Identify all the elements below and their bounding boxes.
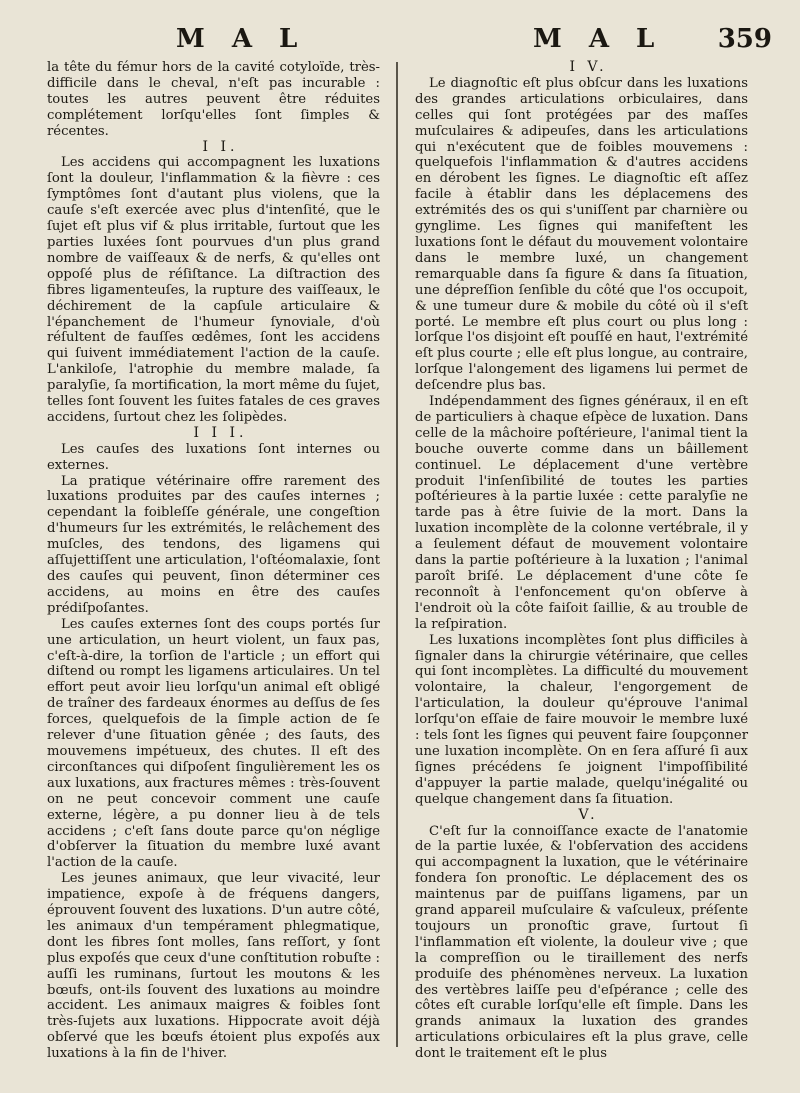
continued-paragraph: la tête du fémur hors de la cavité cotyloïde, très-difficile dans le cheval, n'eſt pas incurable : toutes les autres peuvent être réduites complétement lorſqu'elles ſont ſimples & récentes. xyxy=(47,60,380,139)
section-numeral-2: I I. xyxy=(202,138,239,155)
section-numeral-5: V. xyxy=(578,806,599,823)
paragraph: Indépendamment des ſignes généraux, il en eſt de particuliers à chaque eſpèce de luxation. Dans celle de la mâchoire poſtérieure, l'animal tient la bouche ouverte comme dans un bâillement continuel. Le déplacement d'une vertèbre produit l'inſenſibilité de toutes les parties poſtérieures à la partie luxée : cette paralyſie ne tarde pas à être ſuivie de la mort. Dans la luxation incomplète de la colonne vertébrale, il y a ſeulement défaut de mouvement volontaire dans la partie poſtérieure à la luxation ; l'animal paroît briſé. Le déplacement d'une côte ſe reconnoît à l'enfoncement qu'on obſerve à l'endroit où la côte faiſoit ſaillie, & au trouble de la reſpiration. xyxy=(415,394,748,632)
section-numeral-4: I V. xyxy=(569,59,608,75)
paragraph: Les cauſes des luxations ſont internes ou externes. xyxy=(47,441,380,473)
right-running-head: M A L xyxy=(533,24,664,54)
paragraph: Les cauſes externes ſont des coups portés ſur une articulation, un heurt violent, un faux pas, c'eſt-à-dire, la torſion de l'article ; un effort qui diſtend ou rompt les ligamens articulaires. Un tel effort peut avoir lieu lorſqu'un animal eſt obligé de traîner des fardeaux énormes au deſſus de ſes forces, quelquefois de la ſimple action de ſe relever d'une ſituation gênée ; des ſauts, des mouvemens impétueux, des chutes. Il eſt des circonſtances qui diſpoſent ſingulièrement les os aux luxations, aux fractures mêmes : très-ſouvent on ne peut concevoir comment une cauſe externe, légère, a pu donner lieu à de tels accidens ; c'eſt ſans doute parce qu'on néglige d'obſerver la ſituation du membre luxé avant l'action de la cauſe. xyxy=(47,616,380,871)
left-column xyxy=(47,60,380,1062)
page-number: 359 xyxy=(717,24,772,54)
column-divider xyxy=(396,62,398,1047)
paragraph: Les accidens qui accompagnent les luxations ſont la douleur, l'inflammation & la fièvre : ces ſymptômes ſont d'autant plus violens, que la cauſe s'eſt exercée avec plus d'intenſité, que le ſujet eſt plus vif & plus irritable, ſurtout que les parties luxées ſont pourvues d'un plus grand nombre de vaiſſeaux & de nerfs, & qu'elles ont oppoſé plus de réſiſtance. La diſtraction des fibres ligamenteuſes, la rupture des vaiſſeaux, le déchirement de la capſule articulaire & l'épanchement de l'humeur ſynoviale, d'où réſultent de fauſſes œdêmes, ſont les accidens qui ſuivent immédiatement l'action de la cauſe. L'ankiloſe, l'atrophie du membre malade, ſa paralyſie, ſa mortification, la mort même du ſujet, telles ſont ſouvent les ſuites fatales de ces graves accidens, ſurtout chez les ſolipèdes. xyxy=(47,155,380,425)
paragraph: La pratique vétérinaire offre rarement des luxations produites par des cauſes internes ; cependant la foibleſſe générale, une congeſtion d'humeurs ſur les extrémités, le relâchement des muſcles, des tendons, des ligamens qui aſſujettiſſent une articulation, l'oſtéomalaxie, ſont des cauſes qui peuvent, ſinon déterminer ces accidens, au moins en être des cauſes prédiſpoſantes. xyxy=(47,473,380,616)
paragraph: C'eſt ſur la connoiſſance exacte de l'anatomie de la partie luxée, & l'obſervation des accidens qui accompagnent la luxation, que le vétérinaire fondera ſon pronoſtic. Le déplacement des os maintenus par de puiſſans ligamens, par un grand appareil muſculaire & vaſculeux, préſente toujours un pronoſtic grave, ſurtout ſi l'inflammation eſt violente, la douleur vive ; que la compreſſion ou le tiraillement des nerfs produiſe des phénomènes nerveux. La luxation des vertèbres laiſſe peu d'eſpérance ; celle des côtes eſt curable lorſqu'elle eſt ſimple. Dans les grands animaux la luxation des grandes articulations orbiculaires eſt la plus grave, celle dont le traitement eſt le plus xyxy=(415,823,748,1062)
paragraph: Les luxations incomplètes ſont plus difficiles à ſignaler dans la chirurgie vétérinaire, que celles qui ſont incomplètes. La difficulté du mouvement volontaire, la chaleur, l'engorgement de l'articulation, la douleur qu'éprouve l'animal lorſqu'on eſſaie de faire mouvoir le membre luxé : tels ſont les ſignes qui peuvent faire ſoupçonner une luxation incomplète. On en ſera aſſuré ſi aux ſignes précédens ſe joignent l'impoſſibilité d'appuyer la partie malade, quelqu'inégalité ou quelque changement dans ſa ſituation. xyxy=(415,632,748,807)
left-running-head: M A L xyxy=(176,24,307,54)
paragraph: Le diagnoſtic eſt plus obſcur dans les luxations des grandes articulations orbiculaires, dans celles qui ſont protégées par des maſſes muſculaires & adipeuſes, dans les articulations qui n'exécutent que de foibles mouvemens : quelquefois l'inflammation & d'autres accidens en dérobent les ſignes. Le diagnoſtic eſt aſſez facile à établir dans les déplacemens des extrémités des os qui s'uniſſent par charnière ou gynglime. Les ſignes qui manifeſtent les luxations ſont le défaut du mouvement volontaire dans le membre luxé, un changement remarquable dans ſa figure & dans ſa ſituation, une dépreſſion ſenſible du côté que l'os occupoit, & une tumeur dure & mobile du côté où il s'eſt porté. Le membre eſt plus court ou plus long : lorſque l'os disjoint eſt pouſſé en haut, l'extrémité eſt plus courte ; elle eſt plus longue, au contraire, lorſque l'alongement des ligamens lui permet de deſcendre plus bas. xyxy=(415,75,748,394)
right-column xyxy=(415,60,748,1062)
section-numeral-3: I I I. xyxy=(193,424,248,441)
paragraph: Les jeunes animaux, que leur vivacité, leur impatience, expoſe à de fréquens dangers, éprouvent ſouvent des luxations. D'un autre côté, les animaux d'un tempérament phlegmatique, dont les fibres ſont molles, ſans reſſort, y ſont plus expoſés que ceux d'une conſtitution robuſte : auſſi les ruminans, ſurtout les moutons & les bœufs, ont-ils ſouvent des luxations au moindre accident. Les animaux maigres & foibles ſont très-ſujets aux luxations. Hippocrate avoit déjà obſervé que les bœufs étoient plus expoſés aux luxations à la fin de l'hiver. xyxy=(47,871,380,1062)
